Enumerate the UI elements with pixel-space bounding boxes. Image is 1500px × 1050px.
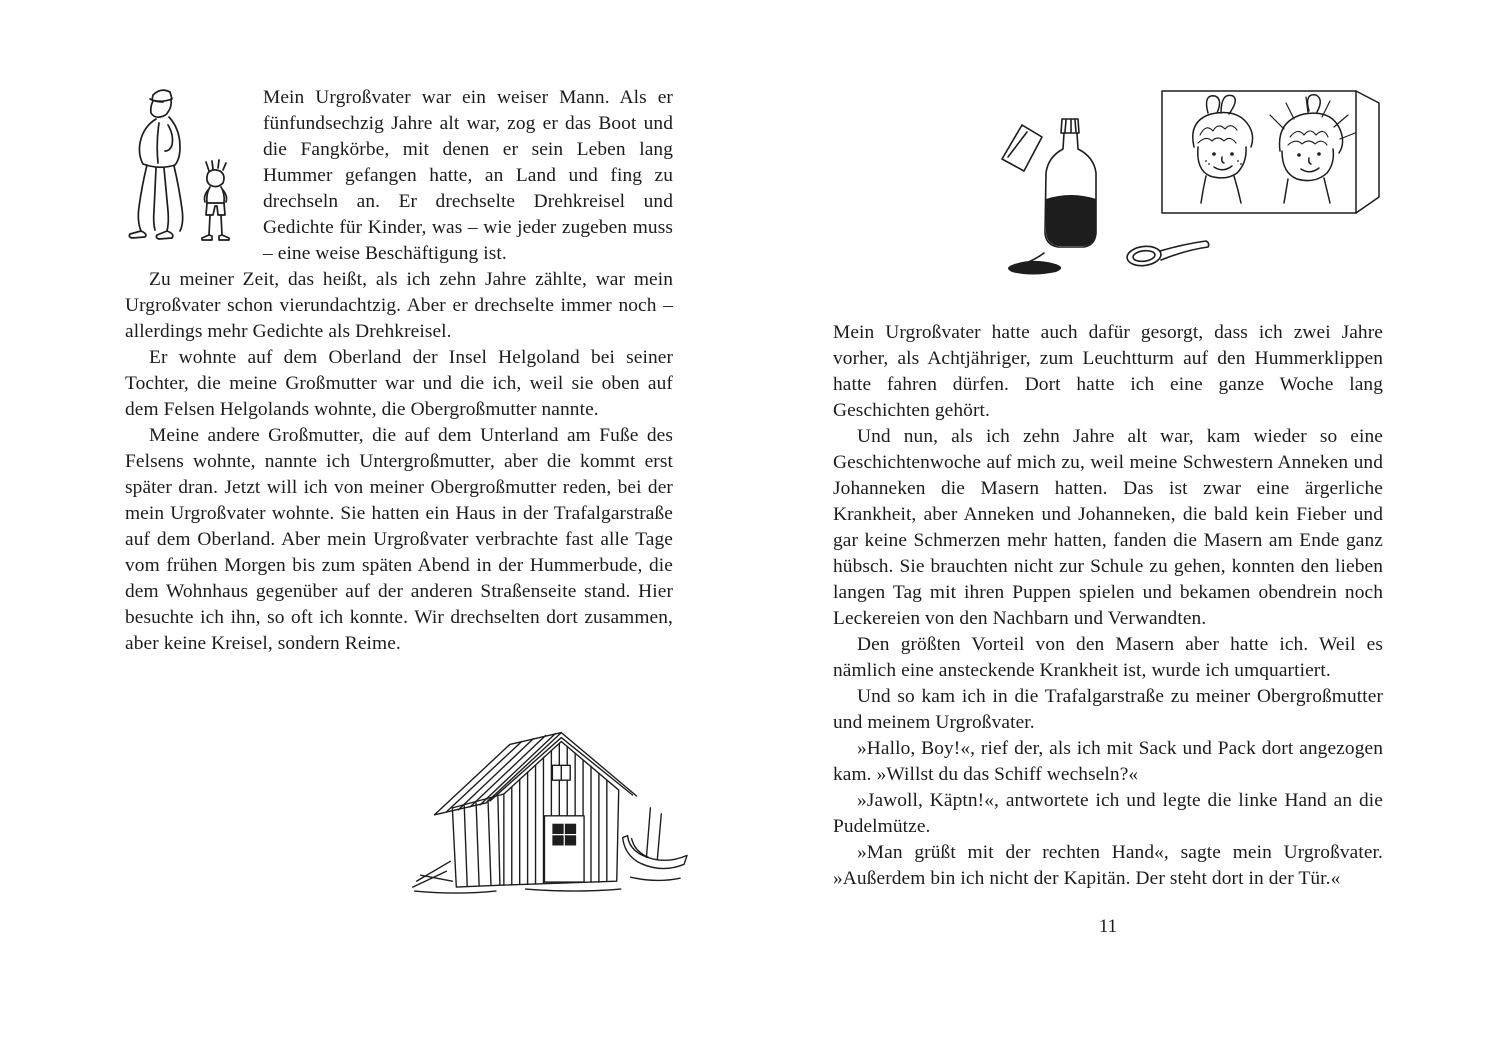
illustration-band: [833, 85, 1383, 320]
illustration-man-and-boy: [125, 85, 263, 267]
man-and-boy-drawing: [125, 85, 247, 255]
paragraph: Mein Urgroßvater hatte auch dafür gesorgt, dass ich zwei Jahre vorher, als Achtjähriger, zum Leuchtturm auf den Hummerklippen hatte fahren dürfen. Dort hatte ich eine ganze Woche lang Geschichten gehört.: [833, 322, 1383, 421]
framed-picture-drawing: [1158, 85, 1383, 220]
paragraph: Zu meiner Zeit, das heißt, als ich zehn Jahre zählte, war mein Urgroßvater schon vierundachtzig. Aber er drechselte immer noch – allerdings mehr Gedichte als Drehkreisel.: [125, 269, 673, 342]
paragraph: »Hallo, Boy!«, rief der, als ich mit Sack und Pack dort angezogen kam. »Willst du das Schiff wechseln?«: [833, 738, 1383, 785]
illustration-lobster-shack-and-boat: [387, 687, 692, 900]
paragraph: »Man grüßt mit der rechten Hand«, sagte mein Urgroßvater. »Außerdem bin ich nicht der Kapitän. Der steht dort in der Tür.«: [833, 842, 1383, 889]
paragraph: »Jawoll, Käptn!«, antwortete ich und legte die linke Hand an die Pudelmütze.: [833, 790, 1383, 837]
paragraph: Meine andere Großmutter, die auf dem Unterland am Fuße des Felsens wohnte, nannte ich Untergroßmutter, aber die kommt erst später dran. Jetzt will ich von meiner Obergroßmutter reden, bei der mein Urgroßvater wohnte. Sie hatten ein Haus in der Trafalgarstraße auf dem Oberland. Aber mein Urgroßvater verbrachte fast alle Tage vom frühen Morgen bis zum späten Abend in der Hummerbude, die dem Wohnhaus gegenüber auf der anderen Straßenseite stand. Hier besuchte ich ihn, so oft ich konnte. Wir drechselten dort zusammen, aber keine Kreisel, sondern Reime.: [125, 425, 673, 654]
lobster-shack-drawing: [387, 687, 692, 900]
paragraph: Und nun, als ich zehn Jahre alt war, kam wieder so eine Geschichtenwoche auf mich zu, weil meine Schwestern Anneken und Johanneken die Masern hatten. Das ist zwar eine ärgerliche Krankheit, aber Anneken und Johanneken, die bald kein Fieber und gar keine Schmerzen mehr hatten, fanden die Masern am Ende ganz hübsch. Sie brauchten nicht zur Schule zu gehen, konnten den lieben langen Tag mit ihren Puppen spielen und bekamen obendrein noch Leckereien von den Nachbarn und Verwandten.: [833, 426, 1383, 629]
paragraph: Den größten Vorteil von den Masern aber hatte ich. Weil es nämlich eine ansteckende Krankheit ist, wurde ich umquartiert.: [833, 634, 1383, 681]
paragraph: Und so kam ich in die Trafalgarstraße zu meiner Obergroßmutter und meinem Urgroßvater.: [833, 686, 1383, 733]
illustration-framed-picture-two-girls: [1158, 85, 1383, 220]
book-page-left: [125, 85, 673, 900]
page-number: 11: [1098, 916, 1118, 937]
paragraph: Er wohnte auf dem Oberland der Insel Helgoland bei seiner Tochter, die meine Großmutter war und die ich, weil sie oben auf dem Felsen Helgolands wohnte, die Obergroßmutter nannte.: [125, 347, 673, 420]
book-page-right: [833, 85, 1383, 938]
paragraph: Mein Urgroßvater war ein weiser Mann. Als er fünfundsechzig Jahre alt war, zog er das Boot und die Fangkörbe, mit denen er sein Leben lang Hummer gefangen hatte, an Land und fing zu drechseln an. Er drechselte Drehkreisel und Gedichte für Kinder, was – wie jeder zugeben muss – eine weise Beschäftigung ist.: [263, 87, 673, 264]
